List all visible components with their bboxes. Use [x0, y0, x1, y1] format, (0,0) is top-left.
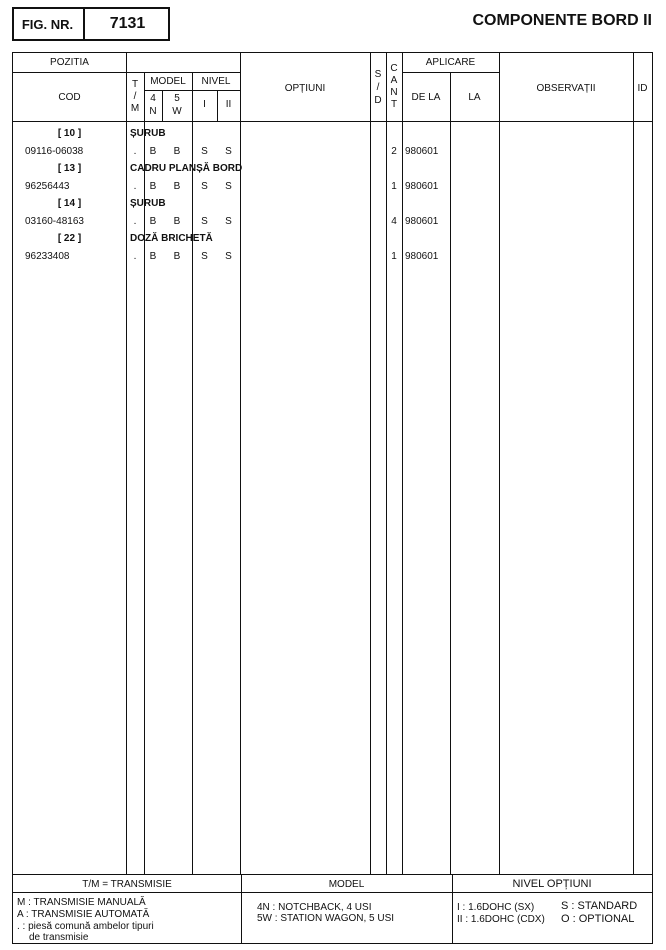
- header-sd-s: S: [374, 69, 382, 80]
- header-model-4: 4: [150, 93, 156, 104]
- item-tm: .: [133, 181, 137, 192]
- item-code: 96233408: [25, 251, 70, 262]
- item-position: [ 13 ]: [57, 163, 82, 174]
- divider-nivel: [240, 53, 241, 874]
- header-id: ID: [637, 83, 648, 94]
- legend-tm-manual: M : TRANSMISIE MANUALĂ: [17, 897, 146, 908]
- legend-optional: O : OPTIONAL: [561, 913, 635, 925]
- divider-sd: [386, 53, 387, 874]
- header-t: T: [131, 79, 139, 90]
- legend-tm-title: T/M = TRANSMISIE: [82, 879, 172, 890]
- legend-nivel-title: NIVEL OPȚIUNI: [512, 878, 592, 890]
- header-cod: COD: [58, 92, 81, 103]
- item-model-4n: B: [149, 181, 157, 192]
- legend-standard: S : STANDARD: [561, 900, 638, 912]
- item-quantity: 2: [391, 146, 397, 157]
- header-nivel-ii: II: [225, 99, 232, 110]
- figure-number: 7131: [109, 15, 146, 32]
- item-name: DOZĂ BRICHETĂ: [130, 233, 213, 244]
- item-quantity: 4: [391, 216, 397, 227]
- item-tm: .: [133, 216, 137, 227]
- item-from: 980601: [405, 216, 439, 227]
- header-aplicare: APLICARE: [425, 57, 476, 68]
- legend-tm-common-cont: de transmisie: [29, 932, 89, 943]
- item-nivel-i: S: [201, 181, 208, 192]
- header-cant-a: A: [390, 75, 398, 86]
- figure-label: FIG. NR.: [12, 7, 85, 41]
- header-nivel: NIVEL: [201, 76, 231, 87]
- legend-model-title: MODEL: [328, 879, 365, 890]
- item-model-5w: B: [173, 146, 181, 157]
- header-line-aplicare: [402, 72, 499, 73]
- header-model-w: W: [172, 106, 182, 117]
- legend-nivel-1: I : 1.6DOHC (SX): [457, 902, 535, 913]
- header-model-5: 5: [174, 93, 180, 104]
- header-cant-n: N: [390, 87, 398, 98]
- item-code: 96256443: [25, 181, 70, 192]
- item-from: 980601: [405, 146, 439, 157]
- header-nivel-i: I: [203, 99, 206, 110]
- item-nivel-i: S: [201, 251, 208, 262]
- divider-cod: [126, 53, 127, 874]
- header-model-n: N: [149, 106, 157, 117]
- header-m: M: [130, 103, 140, 114]
- header-cant-t: T: [390, 99, 398, 110]
- legend-tm-automatic: A : TRANSMISIE AUTOMATĂ: [17, 909, 150, 920]
- legend-model-4n: 4N : NOTCHBACK, 4 USI: [257, 902, 372, 913]
- header-sd-slash: /: [376, 82, 380, 93]
- header-pozitia: POZITIA: [50, 57, 89, 68]
- item-quantity: 1: [391, 251, 397, 262]
- legend-model-5w: 5W : STATION WAGON, 5 USI: [257, 913, 395, 924]
- item-model-4n: B: [149, 251, 157, 262]
- header-cant-c: C: [390, 63, 398, 74]
- header-observatii: OBSERVAȚII: [536, 83, 596, 94]
- item-name: ȘURUB: [130, 198, 166, 209]
- page-title: COMPONENTE BORD II: [472, 12, 652, 29]
- item-nivel-ii: S: [225, 251, 232, 262]
- item-code: 09116-06038: [25, 146, 84, 157]
- item-tm: .: [133, 251, 137, 262]
- item-name: CADRU PLANȘĂ BORD: [130, 163, 243, 174]
- header-la: LA: [468, 92, 481, 103]
- header-de-la: DE LA: [411, 92, 441, 103]
- item-from: 980601: [405, 251, 439, 262]
- item-nivel-ii: S: [225, 216, 232, 227]
- header-bottom-line: [13, 121, 652, 122]
- item-model-5w: B: [173, 181, 181, 192]
- header-sd-d: D: [374, 95, 382, 106]
- footer-top-line: [13, 874, 652, 875]
- item-position: [ 22 ]: [57, 233, 82, 244]
- header-line-model: [144, 90, 240, 91]
- item-nivel-i: S: [201, 216, 208, 227]
- item-name: ȘURUB: [130, 128, 166, 139]
- item-model-4n: B: [149, 216, 157, 227]
- item-quantity: 1: [391, 181, 397, 192]
- divider-optiuni: [370, 53, 371, 874]
- header-optiuni: OPȚIUNI: [284, 83, 326, 94]
- item-nivel-i: S: [201, 146, 208, 157]
- item-model-4n: B: [149, 146, 157, 157]
- divider-la: [499, 53, 500, 874]
- legend-tm-common: . : piesă comună ambelor tipuri: [17, 921, 154, 932]
- item-model-5w: B: [173, 251, 181, 262]
- legend-nivel-2: II : 1.6DOHC (CDX): [457, 914, 545, 925]
- item-from: 980601: [405, 181, 439, 192]
- divider-model: [192, 73, 193, 874]
- divider-tm: [144, 73, 145, 874]
- header-line-pozitia: [13, 72, 240, 73]
- item-model-5w: B: [173, 216, 181, 227]
- divider-dela: [450, 73, 451, 874]
- item-tm: .: [133, 146, 137, 157]
- divider-cant: [402, 53, 403, 874]
- divider-observatii: [633, 53, 634, 874]
- header-tm-slash: /: [133, 91, 137, 102]
- item-position: [ 10 ]: [57, 128, 82, 139]
- item-nivel-ii: S: [225, 146, 232, 157]
- item-code: 03160-48163: [25, 216, 84, 227]
- parts-table: [12, 52, 653, 944]
- item-position: [ 14 ]: [57, 198, 82, 209]
- footer-title-line: [13, 892, 652, 893]
- header-model: MODEL: [150, 76, 186, 87]
- item-nivel-ii: S: [225, 181, 232, 192]
